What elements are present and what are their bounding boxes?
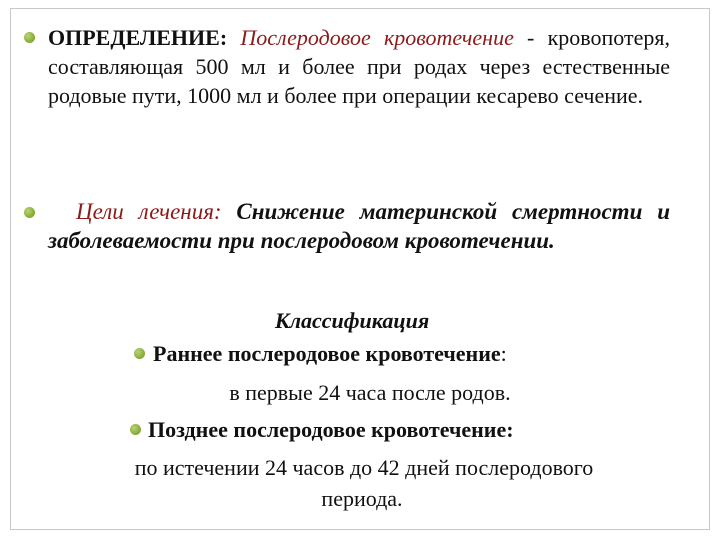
definition-label: ОПРЕДЕЛЕНИЕ:	[48, 25, 228, 50]
definition-dash: -	[527, 25, 535, 50]
goals-paragraph	[48, 197, 670, 255]
definition-text: кровопотеря, составляющая 500 мл и более при родах через естественные родовые пути, 1000 мл и более при операции кесарево сечение.	[48, 25, 670, 108]
bullet-icon	[24, 32, 35, 43]
classification-title: Классификация	[274, 308, 430, 333]
definition-term: Послеродовое кровотечение	[240, 25, 514, 50]
early-label: Раннее послеродовое кровотечение	[153, 341, 501, 366]
early-colon: :	[500, 341, 507, 366]
bullet-icon	[134, 348, 145, 359]
definition-paragraph	[48, 23, 670, 110]
bullet-icon	[24, 207, 35, 218]
late-text-line1: по истечении 24 часов до 42 дней послеродового	[134, 455, 594, 480]
early-text: в первые 24 часа после родов.	[229, 380, 511, 405]
goals-text: Снижение материнской смертности и заболеваемости при послеродовом кровотечении.	[48, 199, 670, 253]
bullet-icon	[130, 424, 141, 435]
late-text-line2: периода.	[321, 486, 403, 511]
late-label: Позднее послеродовое кровотечение:	[148, 417, 514, 442]
goals-label: Цели лечения:	[76, 199, 222, 224]
early-label-line	[153, 339, 507, 368]
